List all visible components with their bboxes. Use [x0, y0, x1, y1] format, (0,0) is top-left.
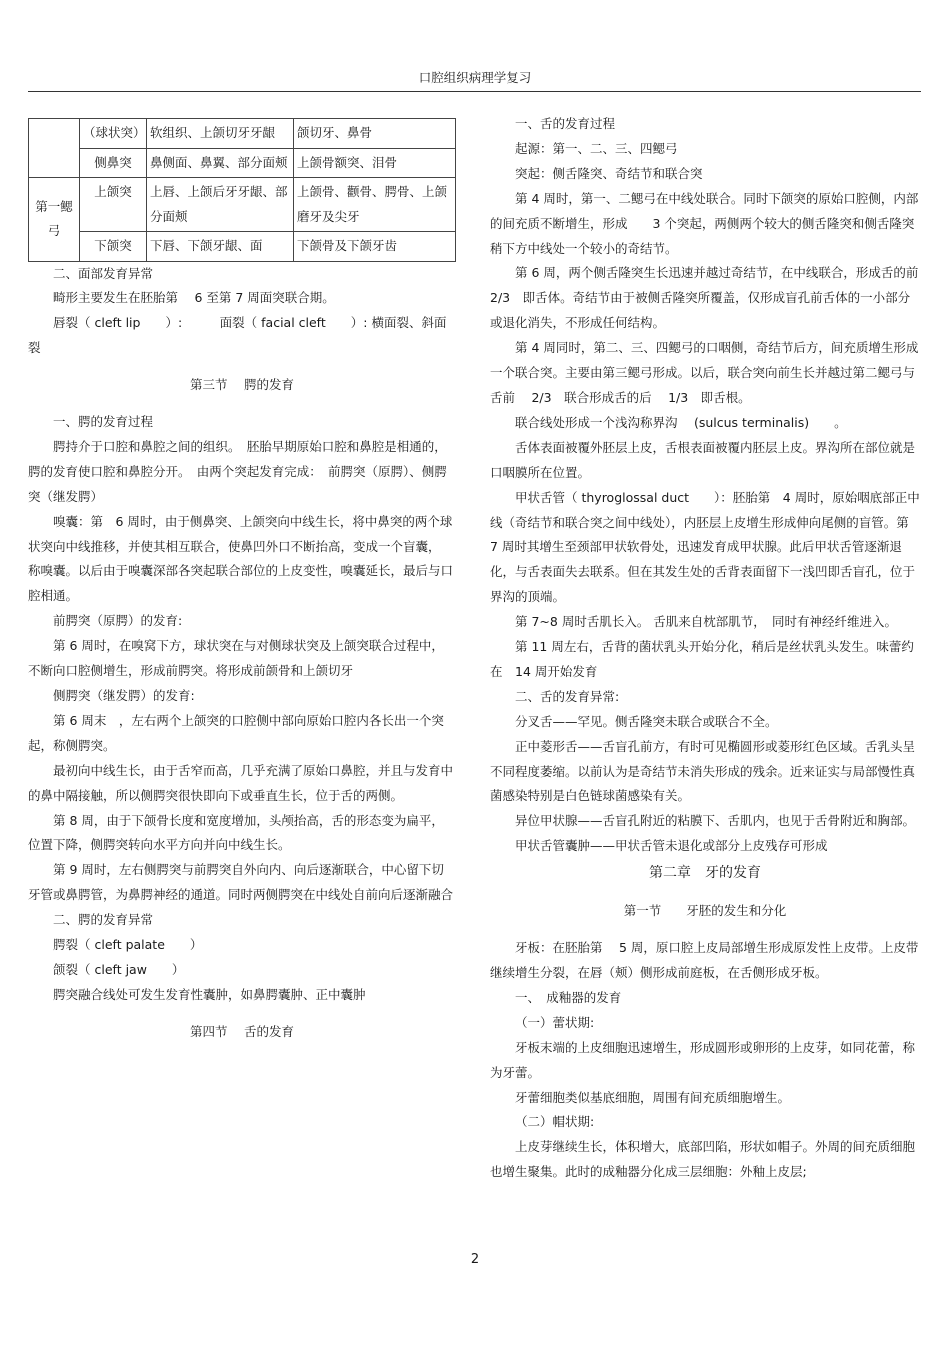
heading-palate-process: 一、腭的发育过程: [53, 414, 154, 430]
paragraph: 分叉舌——罕见。侧舌隆突未联合或联合不全。: [515, 713, 778, 729]
heading-face-anomaly: 二、面部发育异常: [53, 265, 154, 281]
paragraph: 联合线处形成一个浅沟称界沟 (sulcus terminalis) 。: [515, 414, 847, 430]
right-column: [490, 112, 931, 1185]
section-title-palate: 第三节 腭的发育: [190, 377, 294, 393]
paragraph: 第 6 周末 ，左右两个上颌突的口腔侧中部向原始口腔内各长出一个突起，称侧腭突。: [28, 712, 444, 753]
table-cell-part: （球状突）: [80, 119, 147, 149]
paragraph: 畸形主要发生在胚胎第 6 至第 7 周面突联合期。: [53, 290, 335, 306]
paragraph: 颌裂（ cleft jaw ）: [53, 961, 185, 977]
heading-palate-anomaly: 二、腭的发育异常: [53, 912, 154, 928]
table-row: [29, 232, 456, 262]
paragraph: 前腭突（原腭）的发育:: [53, 613, 183, 629]
left-column: [28, 112, 456, 1045]
table-cell-hard: 上颌骨额突、泪骨: [294, 148, 456, 178]
table-cell-soft: 下唇、下颌牙龈、面: [147, 232, 294, 262]
paragraph: 腭持介于口腔和鼻腔之间的组织。 胚胎早期原始口腔和鼻腔是相通的，腭的发育使口腔和鼻腔分开。 由两个突起发育完成： 前腭突（原腭）、侧腭突（继发腭）: [28, 438, 447, 504]
paragraph: 牙蕾细胞类似基底细胞，周围有间充质细胞增生。: [515, 1089, 791, 1105]
heading-tongue-anomaly: 二、舌的发育异常:: [515, 688, 620, 704]
paragraph: 第 6 周时，在嗅窝下方，球状突在与对侧球状突及上颌突联合过程中，不断向口腔侧增生，形成前腭突。将形成前颌骨和上颌切牙: [28, 638, 444, 679]
paragraph: 甲状舌管（ thyroglossal duct ）：胚胎第 4 周时，原始咽底部正中线（奇结节和联合突之间中线处），内胚层上皮增生形成伸向尾侧的盲管。第 7 周时其增生至颈部甲状软骨处，迅速发育成甲状腺。此后甲状舌管逐渐退化，与舌表面失去联系。但在其发生处的舌背表面留下一浅凹即舌盲孔，位于界沟的顶端。: [490, 489, 922, 605]
heading-tongue-process: 一、舌的发育过程: [515, 116, 616, 131]
paragraph: 舌体表面被覆外胚层上皮，舌根表面被覆内胚层上皮。界沟所在部位就是口咽膜所在位置。: [490, 439, 916, 480]
chapter-title: 第二章 牙的发育: [649, 865, 761, 882]
table-cell-part: 侧鼻突: [80, 148, 147, 178]
table-cell-hard: 颌切牙、鼻骨: [294, 119, 456, 149]
page-number: 2: [470, 1252, 480, 1267]
heading-enamel-organ: 一、 成釉器的发育: [515, 989, 622, 1005]
paragraph: 唇裂（ cleft lip ）: 面裂（ facial cleft ）: 横面裂、斜面裂: [28, 315, 447, 356]
paragraph: 第 4 周时，第一、二鳃弓在中线处联合。同时下颌突的原始口腔侧，内部的间充质不断增生，形成 3 个突起，两侧两个较大的侧舌隆突和侧舌隆突稍下方中线处一个较小的奇结节。: [490, 190, 919, 256]
table-row: [29, 148, 456, 178]
paragraph: 嗅囊：第 6 周时，由于侧鼻突、上颌突向中线生长，将中鼻突的两个球状突向中线推移，并使其相互联合，使鼻凹外口不断抬高，变成一个盲囊， 称嗅囊。以后由于嗅囊深部各突起联合部位的上皮变性，嗅囊延长，最后与口腔相通。: [28, 513, 454, 604]
paragraph: 第 11 周左右，舌背的菌状乳头开始分化，稍后是丝状乳头发生。味蕾约在 14 周开始发育: [490, 639, 914, 679]
table-cell-soft: 上唇、上颌后牙牙龈、部分面颊: [147, 178, 294, 232]
table-cell-hard: 下颌骨及下颌牙齿: [294, 232, 456, 262]
table-cell-soft: 软组织、上颌切牙牙龈: [147, 119, 294, 149]
paragraph: 正中菱形舌——舌盲孔前方，有时可见椭圆形或菱形红色区域。舌乳头呈不同程度萎缩。以前认为是奇结节未消失形成的残余。近来证实与局部慢性真菌感染特别是白色链球菌感染有关。: [490, 738, 916, 804]
section-title-tooth-germ: 第一节 牙胚的发生和分化: [623, 903, 787, 919]
table-cell-part: 上颌突: [80, 178, 147, 232]
paragraph: 侧腭突（继发腭）的发育:: [53, 688, 195, 703]
paragraph: 上皮芽继续生长，体积增大，底部凹陷，形状如帽子。外周的间充质细胞也增生聚集。此时的成釉器分化成三层细胞：外釉上皮层;: [490, 1139, 916, 1180]
table-cell-hard: 上颌骨、颧骨、腭骨、上颌磨牙及尖牙: [294, 178, 456, 232]
table-cell-part: 下颌突: [80, 232, 147, 262]
paragraph: 突起：侧舌隆突、奇结节和联合突: [515, 165, 703, 181]
table-cell-arch: 第一鳃弓: [29, 178, 80, 262]
paragraph: （二）帽状期:: [515, 1114, 595, 1130]
paragraph: 第 7~8 周时舌肌长入。 舌肌来自枕部肌节， 同时有神经纤维进入。: [515, 614, 898, 630]
page-header: 口腔组织病理学复习: [418, 70, 532, 85]
paragraph: 第 9 周时，左右侧腭突与前腭突自外向内、向后逐渐联合，中心留下切牙管或鼻腭管，为鼻腭神经的通道。同时两侧腭突在中线处自前向后逐渐融合: [28, 862, 454, 903]
paragraph: 牙板：在胚胎第 5 周，原口腔上皮局部增生形成原发性上皮带。上皮带继续增生分裂，在唇（颊）侧形成前庭板，在舌侧形成牙板。: [490, 940, 919, 980]
face-development-table: [28, 118, 456, 262]
paragraph: 甲状舌管囊肿——甲状舌管未退化或部分上皮残存可形成: [515, 838, 828, 854]
paragraph: （一）蕾状期:: [515, 1014, 595, 1030]
paragraph: 最初向中线生长，由于舌窄而高，几乎充满了原始口鼻腔，并且与发育中的鼻中隔接触，所以侧腭突很快即向下或垂直生长，位于舌的两侧。: [28, 762, 454, 803]
table-row: [29, 178, 456, 232]
paragraph: 起源：第一、二、三、四鳃弓: [515, 140, 678, 156]
paragraph: 腭裂（ cleft palate ）: [53, 937, 203, 953]
paragraph: 异位甲状腺——舌盲孔附近的粘膜下、舌肌内，也见于舌骨附近和胸部。: [515, 813, 916, 829]
table-cell-arch: [29, 119, 80, 178]
paragraph: 第 6 周，两个侧舌隆突生长迅速并越过奇结节，在中线联合，形成舌的前 2/3 即舌体。奇结节由于被侧舌隆突所覆盖，仅形成盲孔前舌体的一小部分或退化消失，不形成任何结构。: [490, 265, 931, 331]
table-cell-soft: 鼻侧面、鼻翼、部分面颊: [147, 148, 294, 178]
paragraph: 第 8 周，由于下颌骨长度和宽度增加，头颅抬高，舌的形态变为扁平，位置下降，侧腭突转向水平方向并向中线生长。: [28, 812, 444, 853]
section-title-tongue: 第四节 舌的发育: [190, 1023, 294, 1039]
paragraph: 牙板末端的上皮细胞迅速增生，形成圆形或卵形的上皮芽，如同花蕾，称为牙蕾。: [490, 1039, 916, 1080]
header-rule: [28, 91, 921, 92]
table-row: [29, 119, 456, 149]
paragraph: 第 4 周同时，第二、三、四鳃弓的口咽侧，奇结节后方，间充质增生形成一个联合突。主要由第三鳃弓形成。以后，联合突向前生长并越过第二鳃弓与舌前 2/3 联合形成舌的后 1/3 即舌根。: [490, 340, 919, 405]
paragraph: 腭突融合线处可发生发育性囊肿，如鼻腭囊肿、正中囊肿: [53, 986, 366, 1002]
